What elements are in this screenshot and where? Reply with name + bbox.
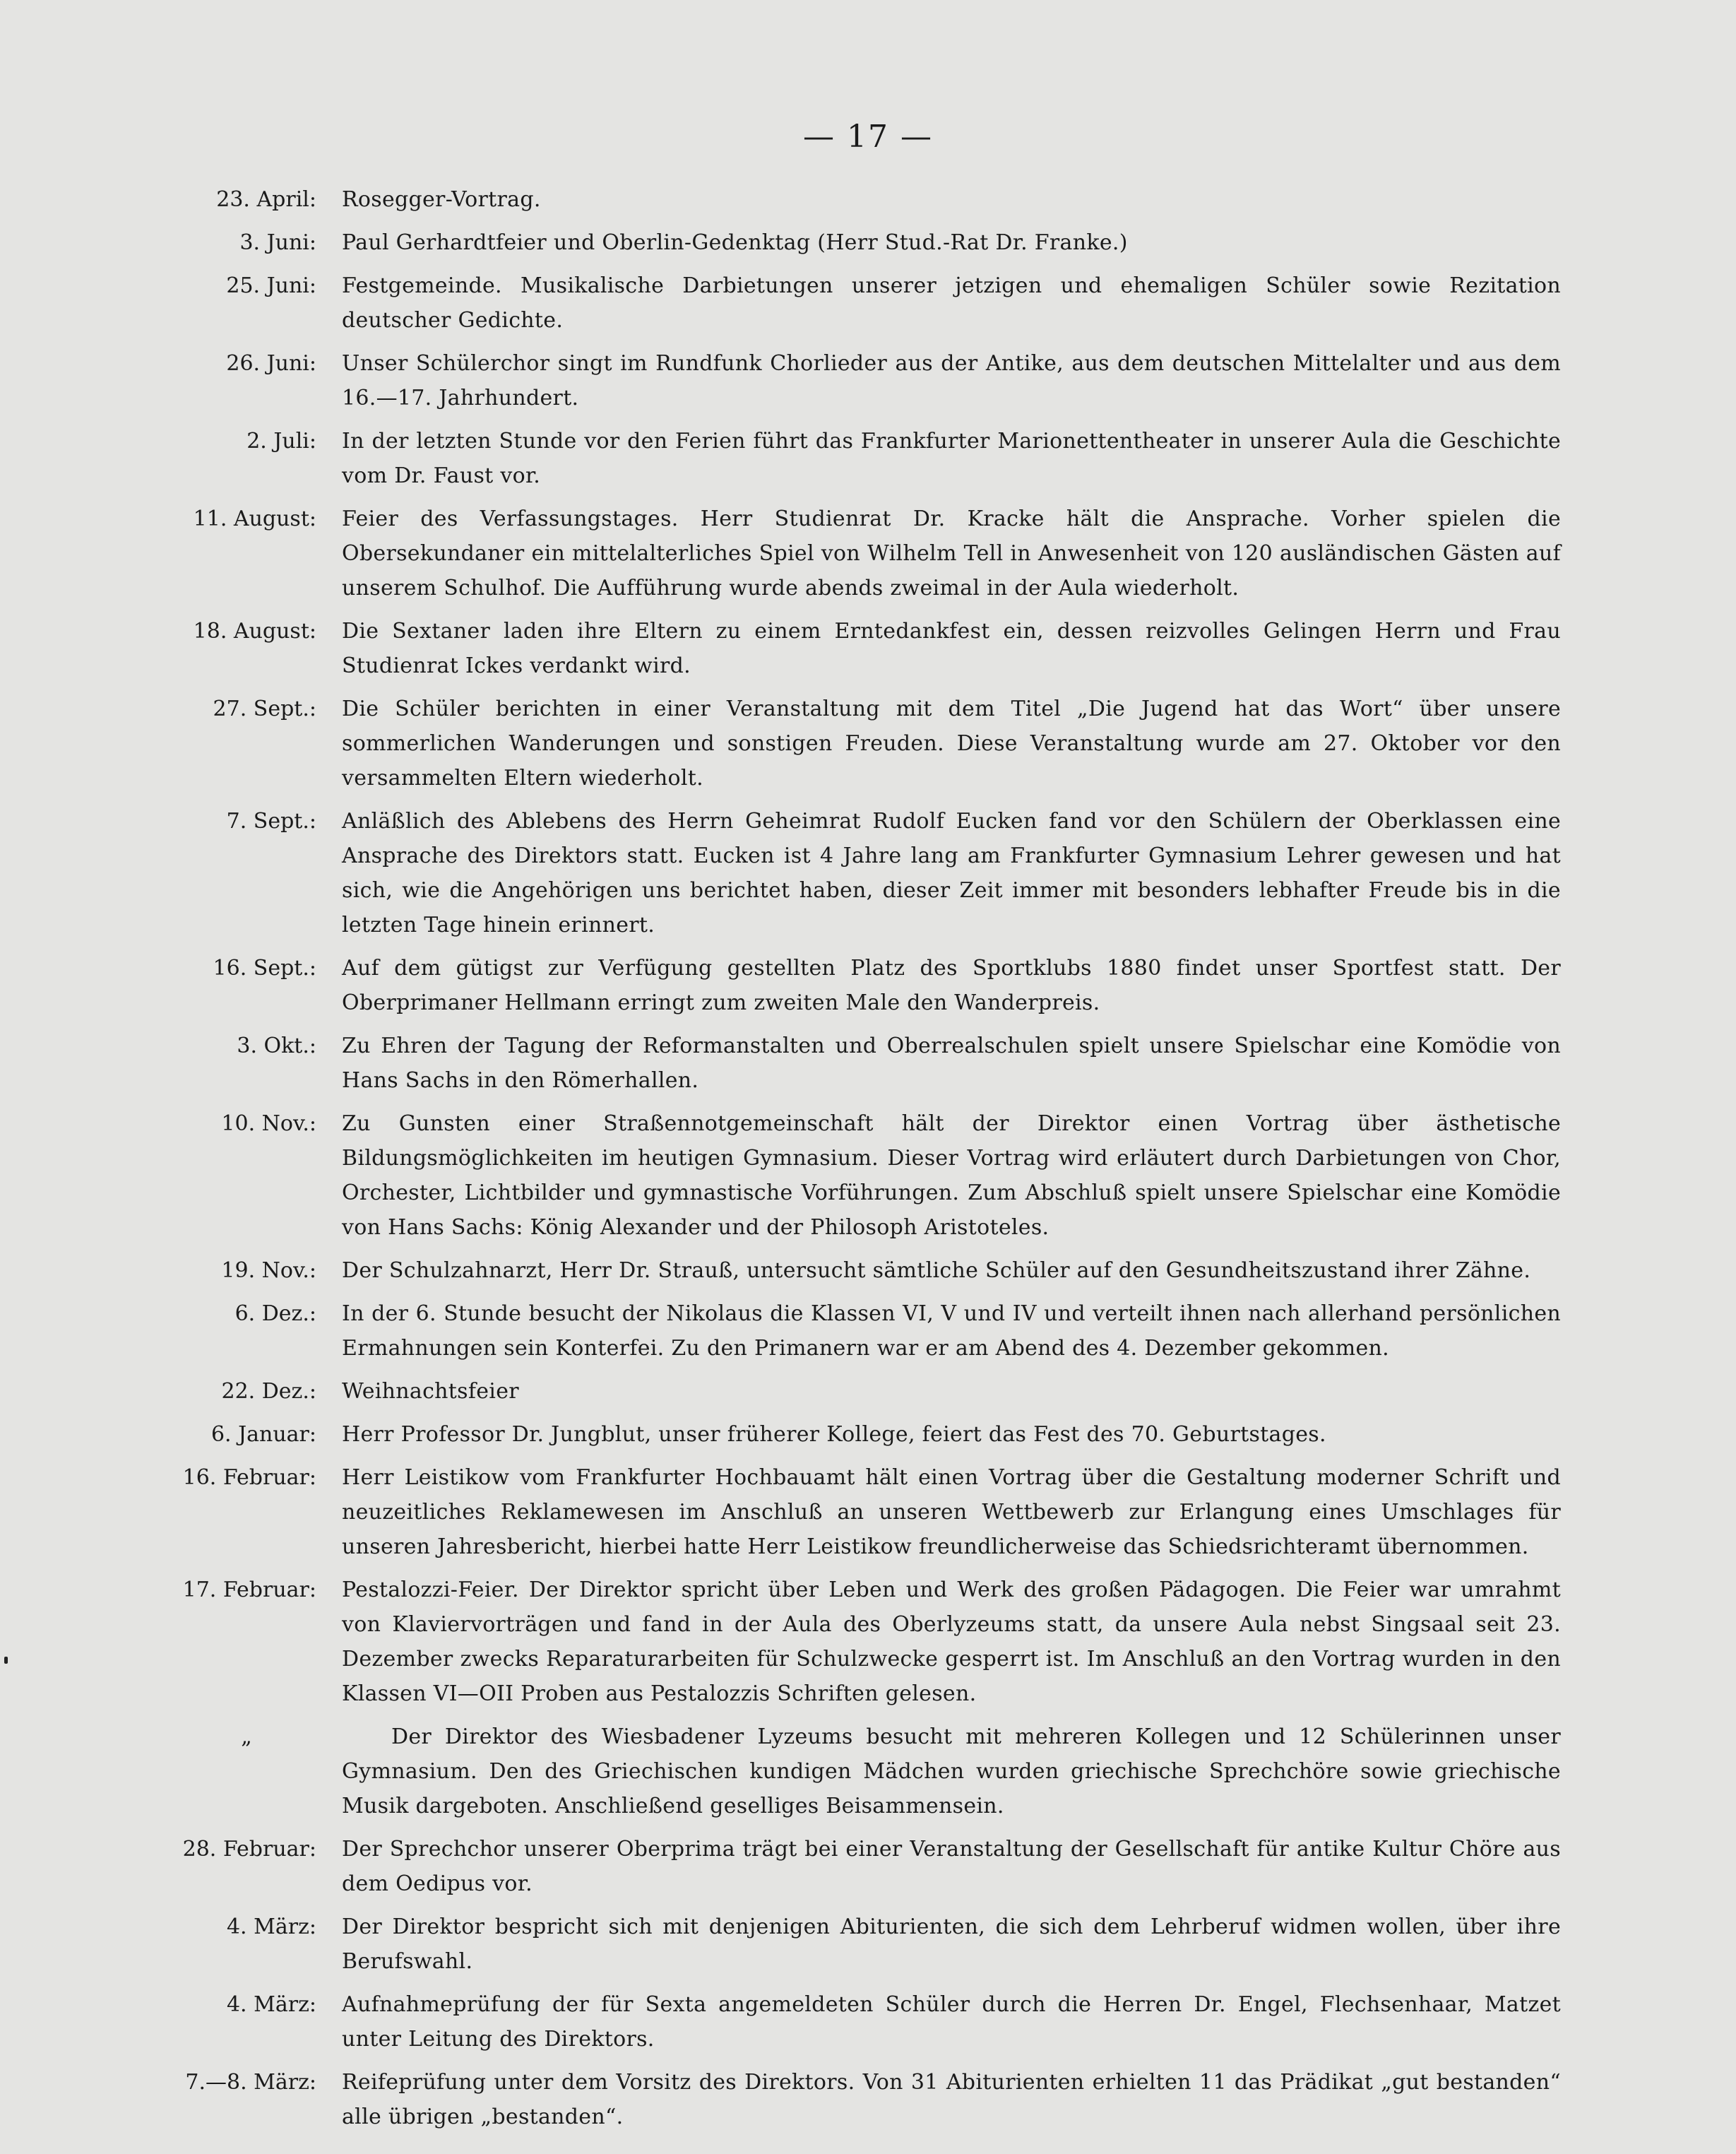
entry-date: 6. Januar:	[210, 1422, 316, 1447]
entry-date: 4. März:	[226, 1915, 316, 1939]
entry-date: 11. August:	[193, 507, 316, 531]
chronicle-entry	[127, 1910, 1561, 1979]
entry-text: Weihnachtsfeier	[342, 1379, 519, 1404]
entry-text: Festgemeinde. Musikalische Darbietungen unserer jetzigen und ehemaligen Schüler sowie Rezitation deutscher Gedichte.	[342, 273, 1561, 333]
chronicle-entry	[127, 1573, 1561, 1711]
chronicle-entry	[127, 1106, 1561, 1245]
chronicle-list	[127, 182, 1561, 2143]
entry-date: 3. Juni:	[239, 230, 316, 255]
entry-text: Anläßlich des Ablebens des Herrn Geheimrat Rudolf Eucken fand vor den Schülern der Oberklassen eine Ansprache des Direktors statt. Eucken ist 4 Jahre lang am Frankfurter Gymnasium Lehrer gewesen und hat sich, wie die Angehörigen uns berichtet haben, dieser Zeit immer mit besonders lebhafter Freude bis in die letzten Tage hinein erinnert.	[342, 809, 1561, 937]
entry-date: 6. Dez.:	[234, 1301, 316, 1326]
entry-text: Der Direktor des Wiesbadener Lyzeums besucht mit mehreren Kollegen und 12 Schülerinnen unser Gymnasium. Den des Griechischen kundigen Mädchen wurden griechische Sprechchöre sowie griechische Musik dargeboten. Anschließend geselliges Beisammensein.	[342, 1724, 1561, 1818]
entry-text: Die Schüler berichten in einer Veranstaltung mit dem Titel „Die Jugend hat das Wort“ über unsere sommerlichen Wanderungen und sonstigen Freuden. Diese Veranstaltung wurde am 27. Oktober vor den versammelten Eltern wiederholt.	[342, 697, 1561, 791]
chronicle-entry	[127, 1374, 1561, 1409]
chronicle-entry	[127, 1832, 1561, 1901]
entry-text: Der Direktor bespricht sich mit denjenigen Abiturienten, die sich dem Lehrberuf widmen wollen, über ihre Berufswahl.	[342, 1915, 1561, 1974]
entry-date: 17. Februar:	[182, 1578, 316, 1602]
entry-text: Rosegger-Vortrag.	[342, 187, 541, 212]
chronicle-entry	[127, 951, 1561, 1020]
chronicle-entry	[127, 1720, 1561, 1823]
entry-date: 7. Sept.:	[226, 809, 316, 834]
entry-text: Aufnahmeprüfung der für Sexta angemeldeten Schüler durch die Herren Dr. Engel, Flechsenhaar, Matzet unter Leitung des Direktors.	[342, 1992, 1561, 2052]
entry-date: 19. Nov.:	[221, 1258, 316, 1283]
entry-text: Die Sextaner laden ihre Eltern zu einem Erntedankfest ein, dessen reizvolles Gelingen Herrn und Frau Studienrat Ickes verdankt wird.	[342, 619, 1561, 678]
entry-text: Unser Schülerchor singt im Rundfunk Chorlieder aus der Antike, aus dem deutschen Mittelalter und aus dem 16.—17. Jahrhundert.	[342, 351, 1561, 410]
entry-date: 7.—8. März:	[185, 2070, 316, 2095]
chronicle-entry	[127, 424, 1561, 493]
entry-text: Der Schulzahnarzt, Herr Dr. Strauß, untersucht sämtliche Schüler auf den Gesundheitszustand ihrer Zähne.	[342, 1258, 1531, 1283]
entry-text: Reifeprüfung unter dem Vorsitz des Direktors. Von 31 Abiturienten erhielten 11 das Prädikat „gut bestanden“ alle übrigen „bestanden“.	[342, 2070, 1561, 2129]
entry-date: 25. Juni:	[226, 273, 316, 298]
entry-text: Feier des Verfassungstages. Herr Studienrat Dr. Kracke hält die Ansprache. Vorher spielen die Obersekundaner ein mittelalterliches Spiel von Wilhelm Tell in Anwesenheit von 120 ausländischen Gästen auf unserem Schulhof. Die Aufführung wurde abends zweimal in der Aula wiederholt.	[342, 507, 1561, 600]
chronicle-entry	[127, 1253, 1561, 1288]
entry-date: 3. Okt.:	[237, 1034, 316, 1058]
entry-text: Zu Gunsten einer Straßennotgemeinschaft hält der Direktor einen Vortrag über ästhetische Bildungsmöglichkeiten im heutigen Gymnasium. Dieser Vortrag wird erläutert durch Darbietungen von Chor, Orchester, Lichtbilder und gymnastische Vorführungen. Zum Abschluß spielt unsere Spielschar eine Komödie von Hans Sachs: König Alexander und der Philosoph Aristoteles.	[342, 1111, 1561, 1240]
entry-text: Herr Leistikow vom Frankfurter Hochbauamt hält einen Vortrag über die Gestaltung moderner Schrift und neuzeitliches Reklamewesen im Anschluß an unseren Wettbewerb zur Erlangung eines Umschlages für unseren Jahresbericht, hierbei hatte Herr Leistikow freundlicherweise das Schiedsrichteramt übernommen.	[342, 1465, 1561, 1559]
entry-text: Der Sprechchor unserer Oberprima trägt bei einer Veranstaltung der Gesellschaft für antike Kultur Chöre aus dem Oedipus vor.	[342, 1837, 1561, 1896]
scan-speck	[4, 1657, 8, 1664]
entry-date: 10. Nov.:	[221, 1111, 316, 1136]
chronicle-entry	[127, 502, 1561, 605]
entry-date: „	[241, 1724, 252, 1749]
entry-date: 23. April:	[216, 187, 316, 212]
entry-text: In der letzten Stunde vor den Ferien führt das Frankfurter Marionettentheater in unserer Aula die Geschichte vom Dr. Faust vor.	[342, 429, 1561, 488]
chronicle-entry	[127, 614, 1561, 683]
chronicle-entry	[127, 1417, 1561, 1452]
entry-date: 18. August:	[193, 619, 316, 644]
chronicle-entry	[127, 346, 1561, 415]
entry-text: Zu Ehren der Tagung der Reformanstalten und Oberrealschulen spielt unsere Spielschar eine Komödie von Hans Sachs in den Römerhallen.	[342, 1034, 1561, 1093]
chronicle-entry	[127, 268, 1561, 338]
entry-date: 27. Sept.:	[213, 697, 316, 721]
entry-date: 28. Februar:	[182, 1837, 316, 1862]
chronicle-entry	[127, 1987, 1561, 2057]
chronicle-entry	[127, 182, 1561, 217]
chronicle-entry	[127, 2065, 1561, 2134]
entry-text: Auf dem gütigst zur Verfügung gestellten Platz des Sportklubs 1880 findet unser Sportfest statt. Der Oberprimaner Hellmann erringt zum zweiten Male den Wanderpreis.	[342, 956, 1561, 1015]
entry-text: Herr Professor Dr. Jungblut, unser früherer Kollege, feiert das Fest des 70. Geburtstages.	[342, 1422, 1326, 1447]
page-number: — 17 —	[803, 119, 933, 155]
entry-date: 16. Sept.:	[213, 956, 316, 981]
entry-date: 4. März:	[226, 1992, 316, 2017]
entry-date: 2. Juli:	[246, 429, 316, 454]
chronicle-entry	[127, 804, 1561, 942]
entry-text: Pestalozzi-Feier. Der Direktor spricht über Leben und Werk des großen Pädagogen. Die Feier war umrahmt von Klaviervorträgen und fand in der Aula des Oberlyzeums statt, da unsere Aula nebst Singsaal seit 23. Dezember zwecks Reparaturarbeiten für Schulzwecke gesperrt ist. Im Anschluß an den Vortrag wurden in den Klassen VI—OII Proben aus Pestalozzis Schriften gelesen.	[342, 1578, 1561, 1706]
chronicle-entry	[127, 1460, 1561, 1564]
entry-date: 16. Februar:	[182, 1465, 316, 1490]
chronicle-entry	[127, 225, 1561, 260]
entry-date: 22. Dez.:	[221, 1379, 316, 1404]
chronicle-entry	[127, 1029, 1561, 1098]
entry-text: Paul Gerhardtfeier und Oberlin-Gedenktag (Herr Stud.-Rat Dr. Franke.)	[342, 230, 1128, 255]
entry-text: In der 6. Stunde besucht der Nikolaus die Klassen VI, V und IV und verteilt ihnen nach allerhand persönlichen Ermahnungen sein Konterfei. Zu den Primanern war er am Abend des 4. Dezember gekommen.	[342, 1301, 1561, 1361]
chronicle-entry	[127, 692, 1561, 795]
entry-date: 26. Juni:	[226, 351, 316, 376]
chronicle-entry	[127, 1296, 1561, 1366]
